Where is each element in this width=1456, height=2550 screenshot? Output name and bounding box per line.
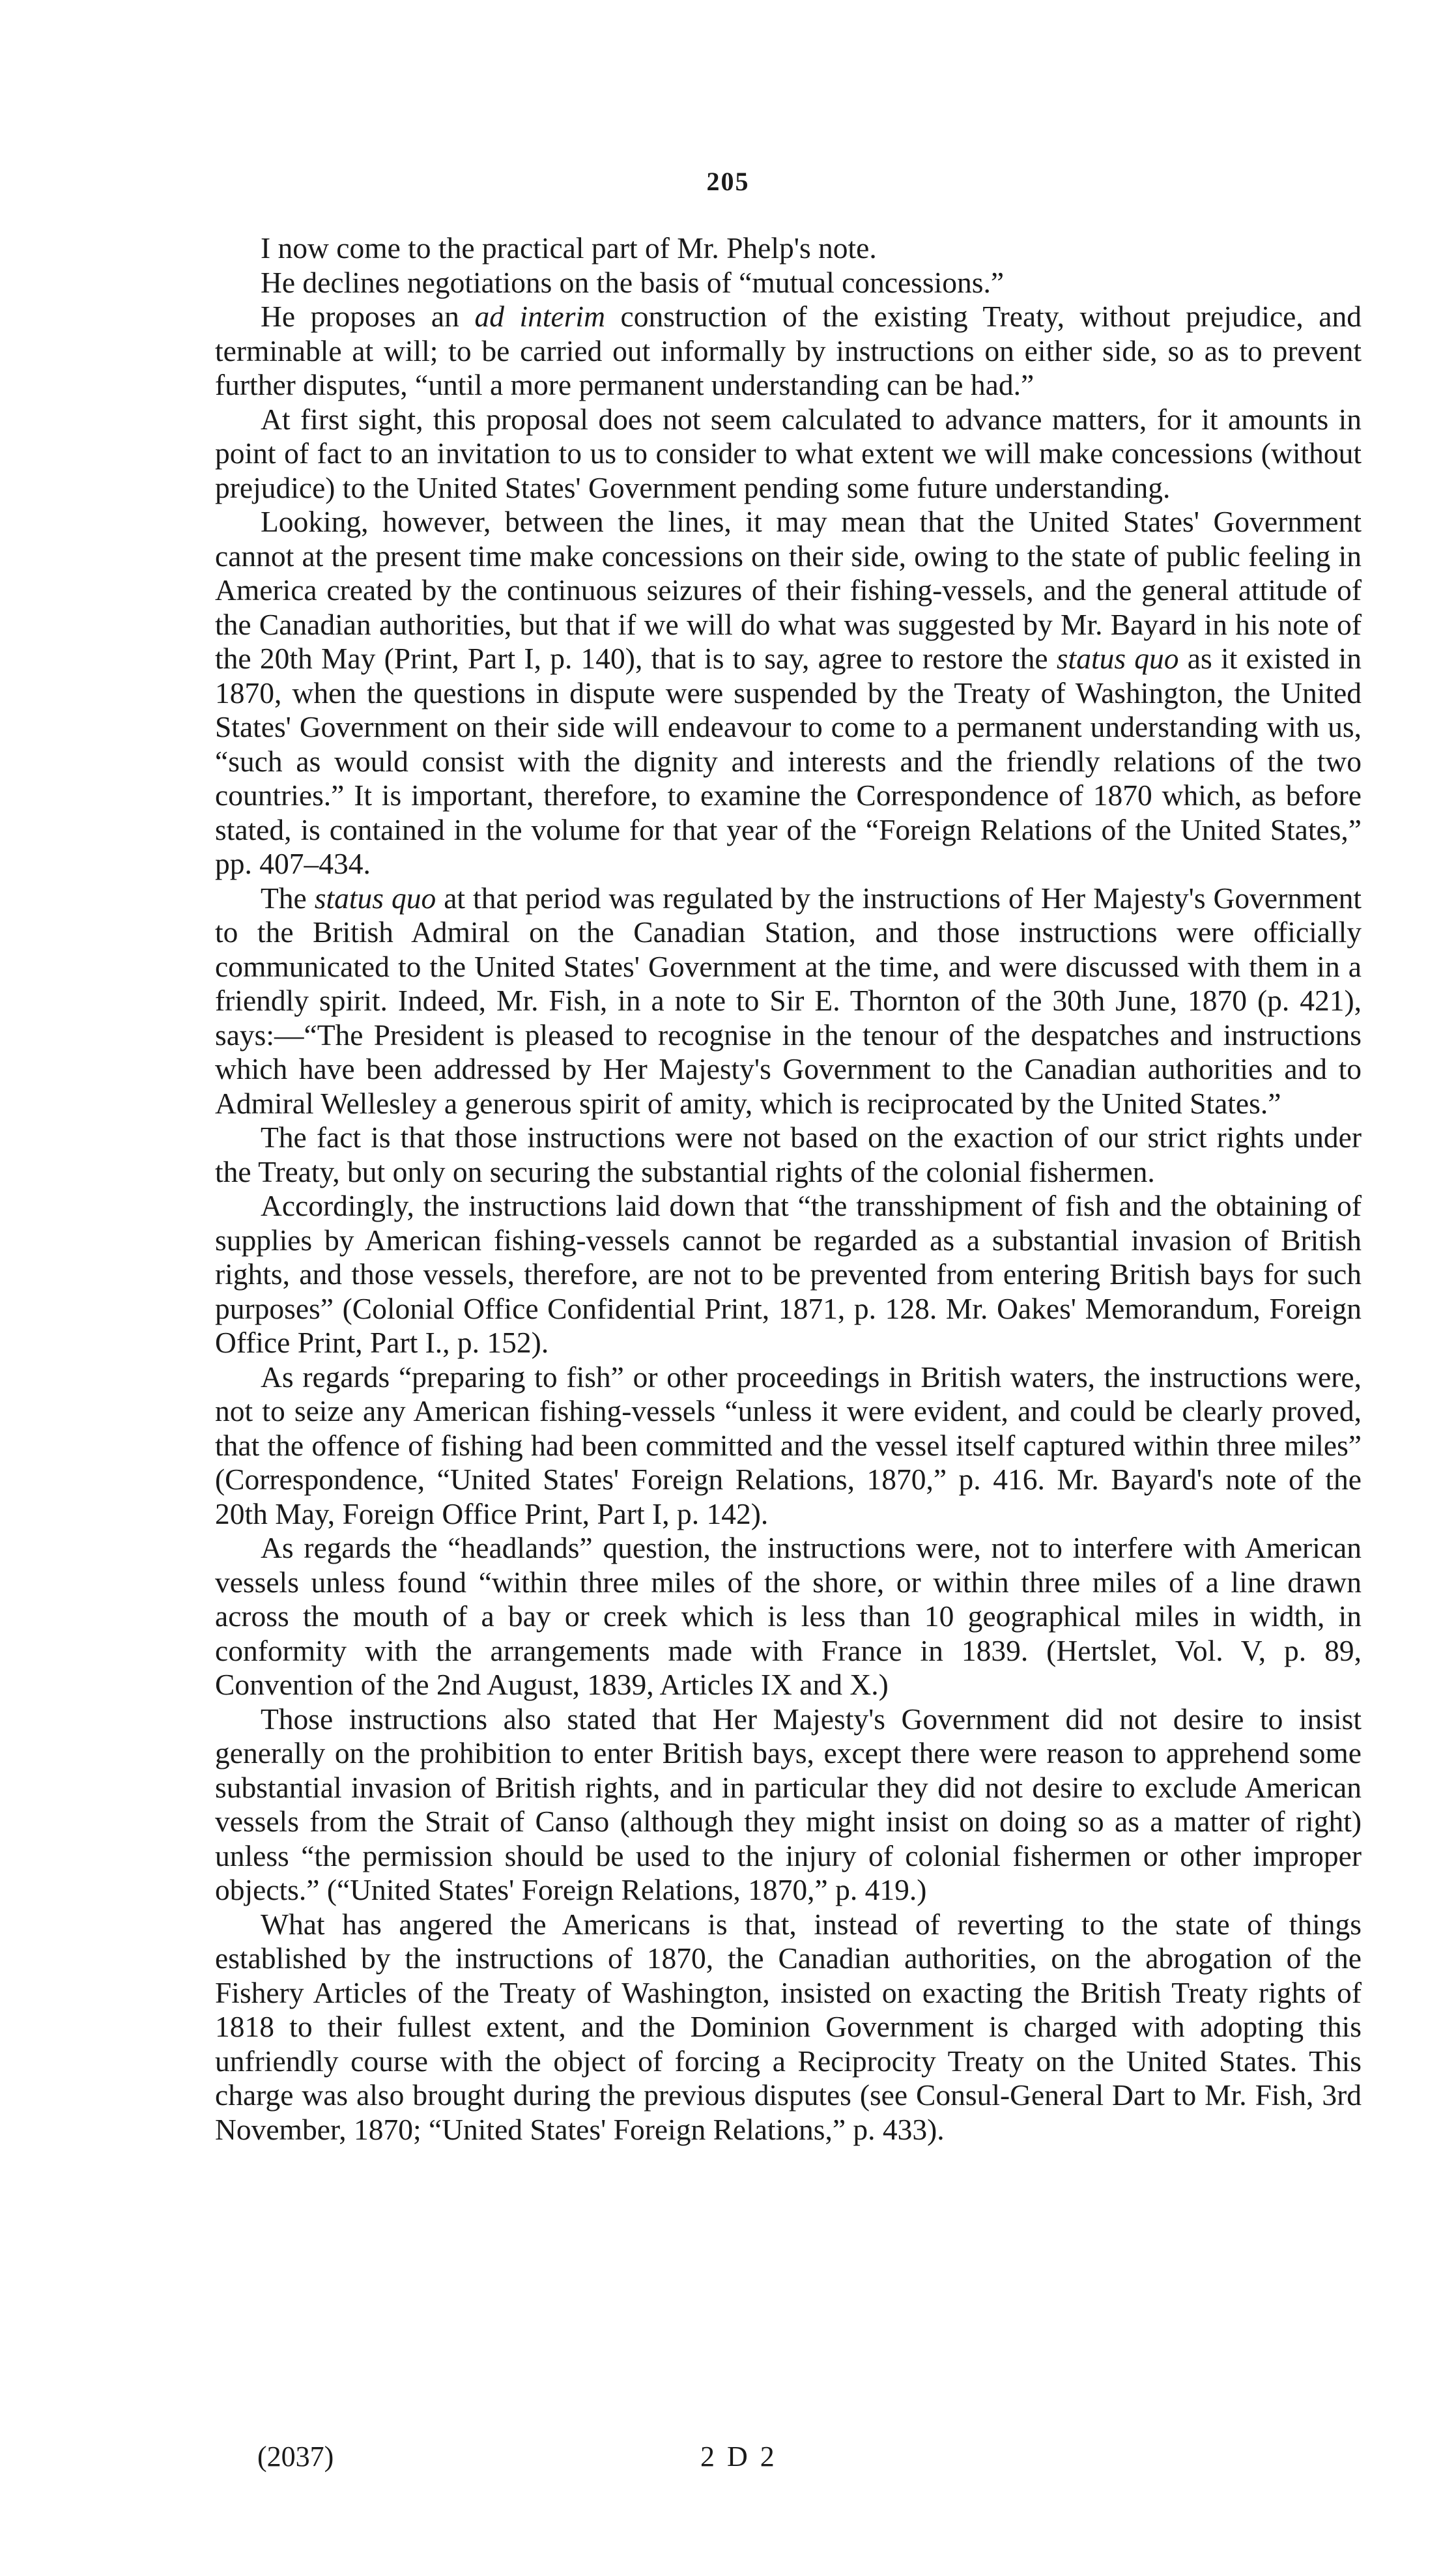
text-run: construction of the existing Treaty, without prejudice, and terminable at will; to be carried out informally by instructions on either side, so as to prevent further disputes, “until a more permanent understanding can be had.”	[215, 300, 1362, 401]
paragraph: At first sight, this proposal does not seem calculated to advance matters, for it amounts in point of fact to an invitation to us to consider to what extent we will make concessions (without prejudice) to the United States' Government pending some future understanding.	[215, 402, 1362, 504]
text-run: at that period was regulated by the instructions of Her Majesty's Government to the British Admiral on the Canadian Station, and those instructions were officially communicated to the United States' Government at the time, and were discussed with them in a friendly spirit. Indeed, Mr. Fish, in a note to Sir E. Thornton of the 30th June, 1870 (p. 421), says:—“The President is pleased to recognise in the tenour of the despatches and instructions which have been addressed by Her Majesty's Government to the Canadian authorities and to Admiral Wellesley a generous spirit of amity, which is reciprocated by the United States.”	[215, 881, 1362, 1120]
paragraph: As regards “preparing to fish” or other proceedings in British waters, the instructions were, not to seize any American fishing-vessels “unless it were evident, and could be clearly proved, that the offence of fishing had been committed and the vessel itself captured within three miles” (Correspondence, “United States' Foreign Relations, 1870,” p. 416. Mr. Bayard's note of the 20th May, Foreign Office Print, Part I, p. 142).	[215, 1360, 1362, 1530]
page-number: 205	[706, 167, 750, 196]
paragraph: Those instructions also stated that Her Majesty's Government did not desire to insist generally on the prohibition to enter British bays, except there were reason to apprehend some substantial invasion of British rights, and in particular they did not desire to exclude American vessels from the Strait of Canso (although they might insist on doing so as a matter of right) unless “the permission should be used to the injury of colonial fishermen or other improper objects.” (“United States' Foreign Relations, 1870,” p. 419.)	[215, 1702, 1362, 1906]
paragraph	[215, 300, 1362, 403]
print-code: (2037)	[257, 2441, 334, 2472]
italic-phrase: ad interim	[474, 300, 605, 333]
paragraph: He declines negotiations on the basis of “mutual concessions.”	[261, 265, 1005, 299]
paragraph: Accordingly, the instructions laid down that “the transshipment of fish and the obtaining of supplies by American fishing-vessels cannot be regarded as a substantial invasion of British rights, and those vessels, therefore, are not to be prevented from entering British bays for such purposes” (Colonial Office Confidential Print, 1871, p. 128. Mr. Oakes' Memorandum, Foreign Office Print, Part I., p. 152).	[215, 1189, 1362, 1359]
page-footer	[0, 2440, 1456, 2479]
italic-phrase: status quo	[314, 881, 436, 915]
text-run: Looking, however, between the lines, it may mean that the United States' Government cannot at the present time make concessions on their side, owing to the state of public feeling in America created by the continuous seizures of their fishing-vessels, and the general attitude of the Canadian authorities, but that if we will do what was suggested by Mr. Bayard in his note of the 20th May (Print, Part I, p. 140), that is to say, agree to restore the	[215, 505, 1362, 675]
text-run: as it existed in 1870, when the questions in dispute were suspended by the Treaty of Washington, the United States' Government on their side will endeavour to come to a permanent understanding with us, “such as would consist with the dignity and interests and the friendly relations of the two countries.” It is important, therefore, to examine the Correspondence of 1870 which, as before stated, is contained in the volume for that year of the “Foreign Relations of the United States,” pp. 407–434.	[215, 642, 1362, 880]
text-run: He proposes an	[261, 300, 475, 333]
paragraph	[215, 881, 1362, 1121]
italic-phrase: status quo	[1056, 642, 1179, 675]
text-body	[215, 231, 1362, 2147]
paragraph	[215, 505, 1362, 881]
paragraph: I now come to the practical part of Mr. Phelp's note.	[261, 231, 877, 265]
text-run: The	[261, 881, 315, 915]
paragraph: The fact is that those instructions were not based on the exaction of our strict rights under the Treaty, but only on securing the substantial rights of the colonial fishermen.	[215, 1121, 1362, 1188]
signature-mark: 2 D 2	[700, 2441, 777, 2472]
paragraph: What has angered the Americans is that, instead of reverting to the state of things established by the instructions of 1870, the Canadian authorities, on the abrogation of the Fishery Articles of the Treaty of Washington, insisted on exacting the British Treaty rights of 1818 to their fullest extent, and the Dominion Government is charged with adopting this unfriendly course with the object of forcing a Reciprocity Treaty on the United States. This charge was also brought during the previous disputes (see Consul-General Dart to Mr. Fish, 3rd November, 1870; “United States' Foreign Relations,” p. 433).	[215, 1907, 1362, 2146]
paragraph: As regards the “headlands” question, the instructions were, not to interfere with American vessels unless found “within three miles of the shore, or within three miles of a line drawn across the mouth of a bay or creek which is less than 10 geographical miles in width, in conformity with the arrangements made with France in 1839. (Hertslet, Vol. V, p. 89, Convention of the 2nd August, 1839, Articles IX and X.)	[215, 1531, 1362, 1701]
